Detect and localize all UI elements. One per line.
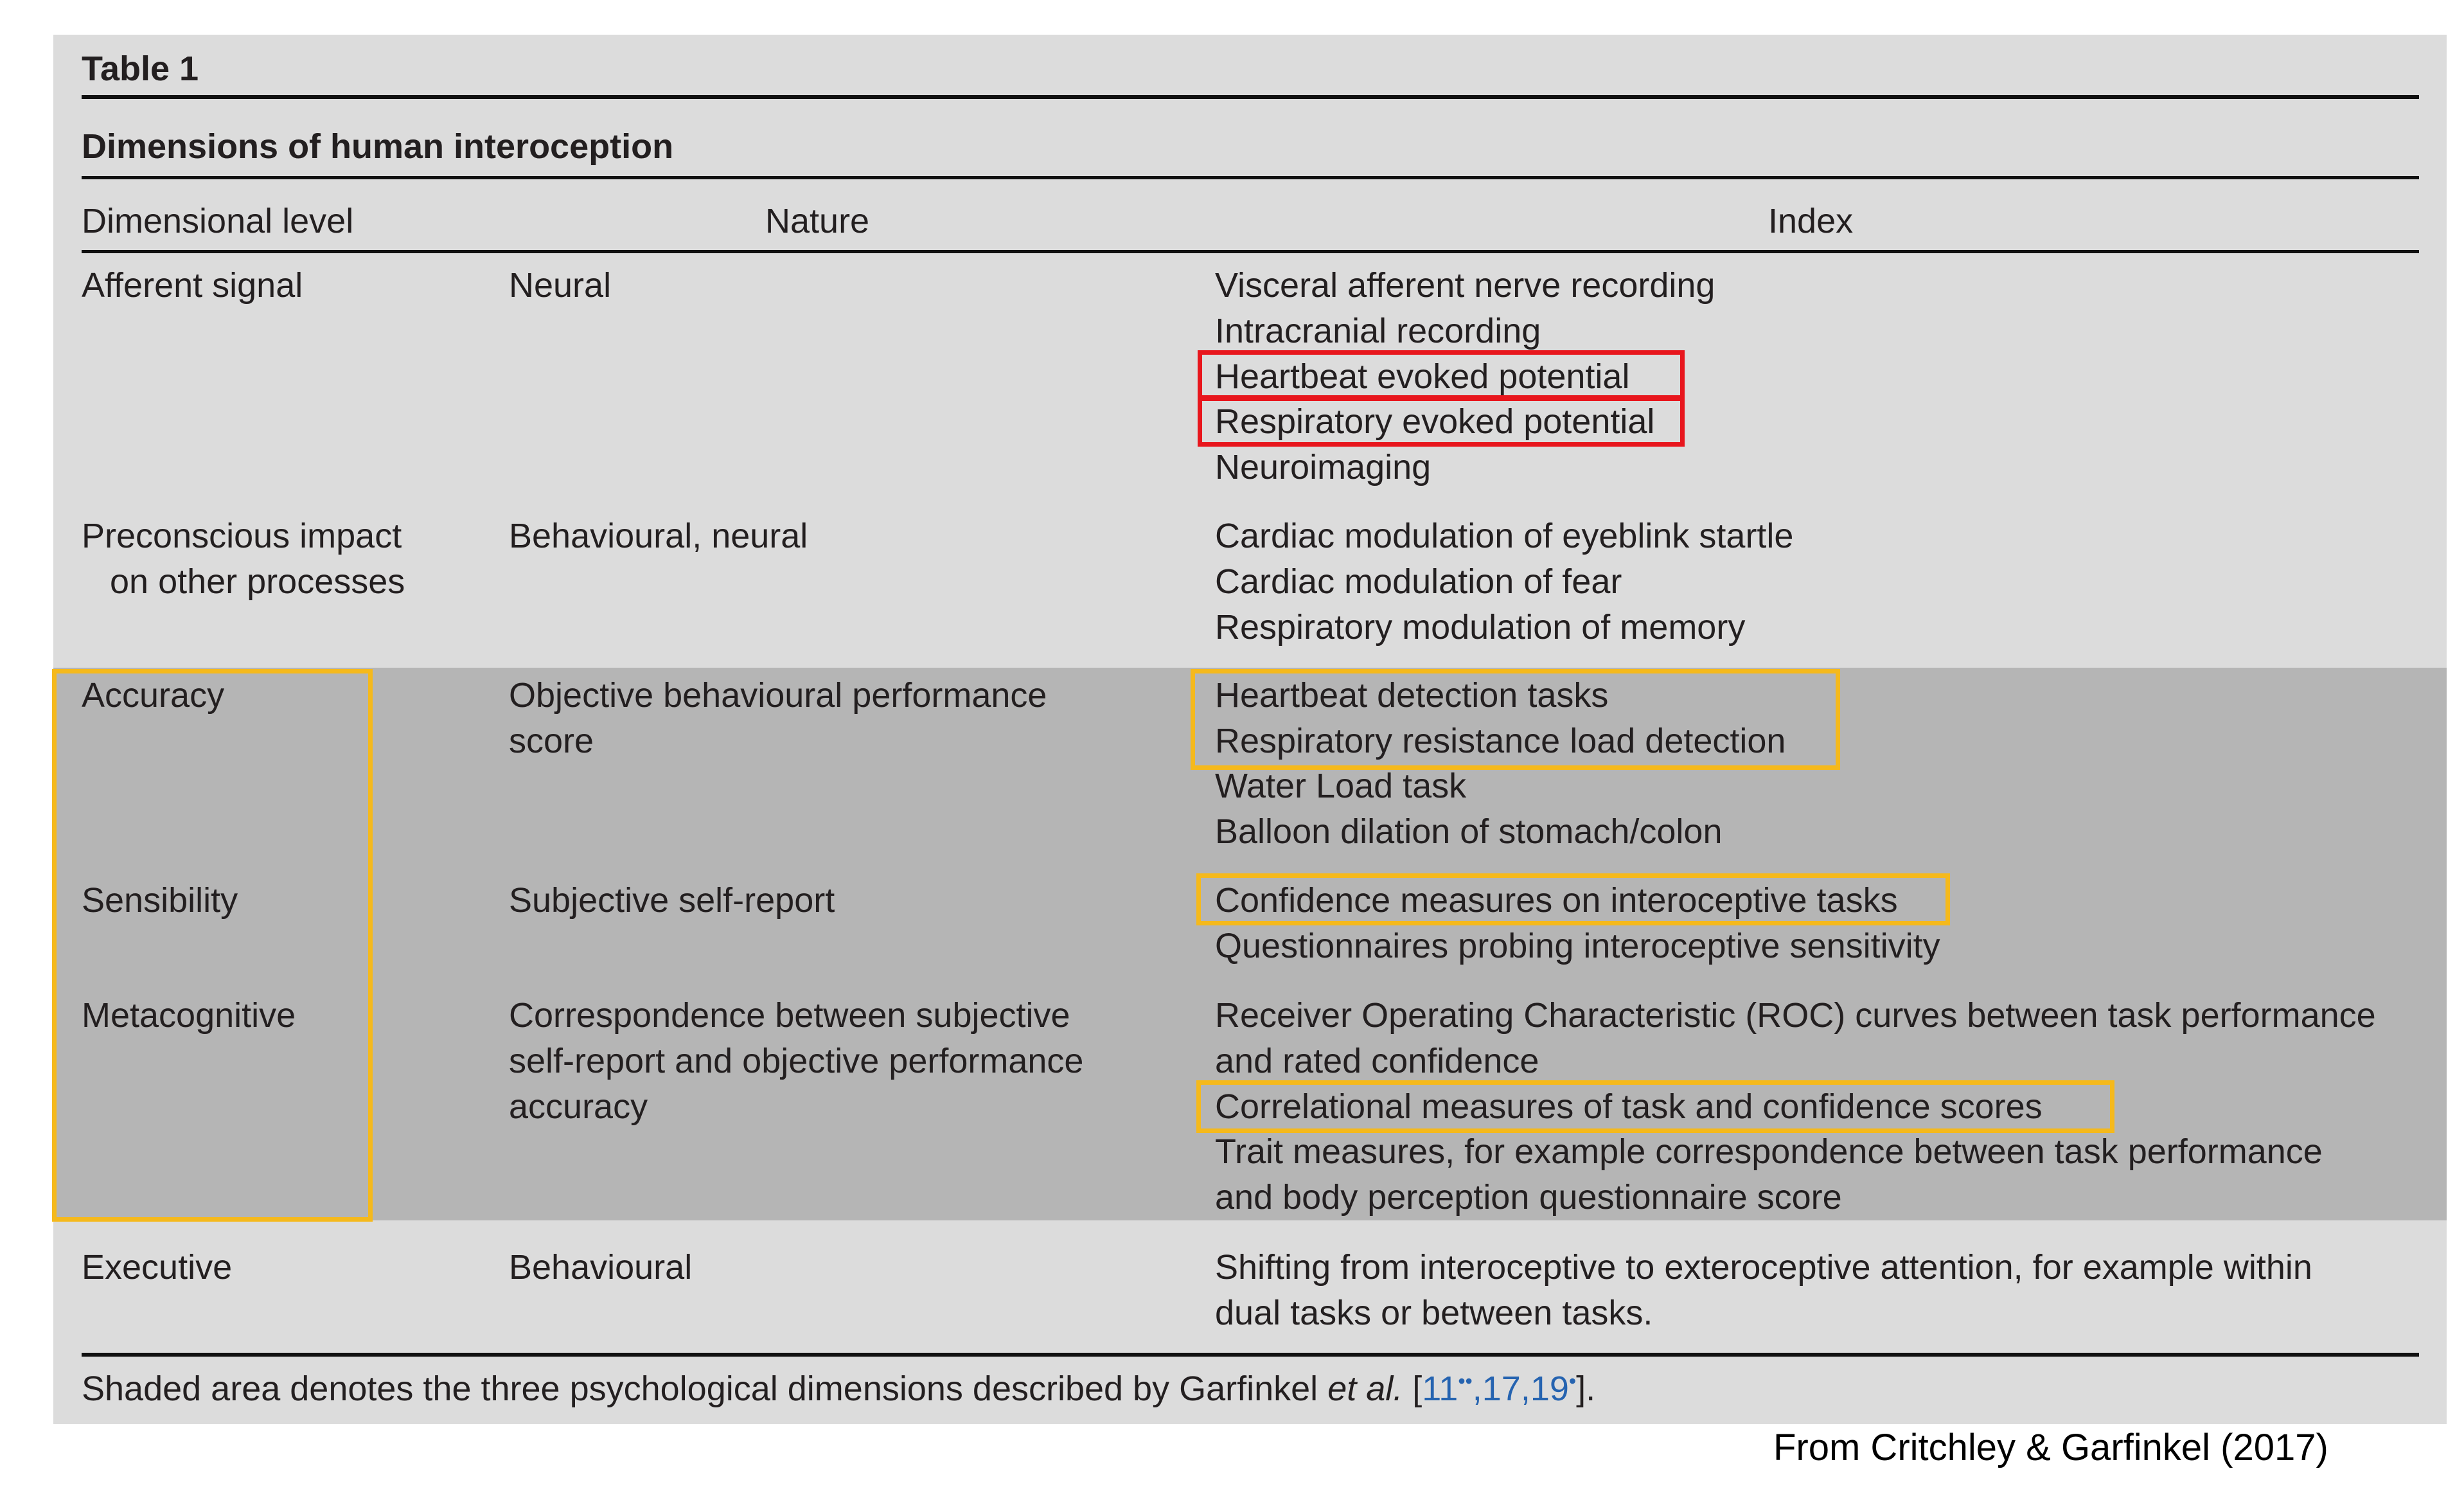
index-item: Heartbeat evoked potential <box>1215 357 1630 396</box>
yellow-highlight-box <box>52 669 373 1222</box>
citation-links-17-19[interactable]: ,17,19• <box>1472 1369 1577 1408</box>
index-item: Cardiac modulation of fear <box>1215 562 1622 601</box>
index-item: Neuroimaging <box>1215 448 1431 486</box>
header-rule <box>82 250 2419 253</box>
row-metacognitive-level: Metacognitive <box>82 996 296 1035</box>
red-highlight-box <box>1198 350 1685 400</box>
index-item: Correlational measures of task and confidence scores <box>1215 1087 2043 1126</box>
citation-link-11[interactable]: 11•• <box>1422 1369 1473 1408</box>
index-item: Balloon dilation of stomach/colon <box>1215 812 1723 851</box>
row-metacognitive-nature-cont: self-report and objective performance <box>509 1042 1084 1080</box>
index-item: Receiver Operating Characteristic (ROC) curves between task performance <box>1215 996 2376 1035</box>
row-sensibility-nature: Subjective self-report <box>509 881 835 920</box>
source-credit: From Critchley & Garfinkel (2017) <box>1773 1427 2328 1468</box>
index-item: Trait measures, for example correspondence between task performance <box>1215 1132 2323 1171</box>
index-item: Questionnaires probing interoceptive sensitivity <box>1215 927 1940 965</box>
footnote-italic: et al. <box>1327 1369 1403 1408</box>
header-index: Index <box>1768 202 1854 240</box>
index-item: Shifting from interoceptive to exteroceptive attention, for example within <box>1215 1248 2312 1287</box>
index-item: Intracranial recording <box>1215 312 1541 350</box>
index-item: and rated confidence <box>1215 1042 1539 1080</box>
row-accuracy-level: Accuracy <box>82 676 225 715</box>
index-item: Confidence measures on interoceptive tasks <box>1215 881 1898 920</box>
index-item: Visceral afferent nerve recording <box>1215 266 1715 305</box>
footnote-close-bracket: ]. <box>1576 1369 1596 1408</box>
footnote-open-bracket: [ <box>1403 1369 1423 1408</box>
row-executive-level: Executive <box>82 1248 233 1287</box>
row-preconscious-nature: Behavioural, neural <box>509 517 808 555</box>
index-item: Cardiac modulation of eyeblink startle <box>1215 517 1794 555</box>
red-highlight-box <box>1198 397 1685 447</box>
index-item: Respiratory evoked potential <box>1215 402 1655 441</box>
index-item: Heartbeat detection tasks <box>1215 676 1609 715</box>
index-item: Respiratory modulation of memory <box>1215 608 1746 646</box>
row-metacognitive-nature: Correspondence between subjective <box>509 996 1070 1035</box>
yellow-highlight-box <box>1196 873 1950 925</box>
yellow-highlight-box <box>1196 1080 2114 1133</box>
index-item: and body perception questionnaire score <box>1215 1178 1842 1217</box>
row-metacognitive-nature-cont: accuracy <box>509 1087 648 1126</box>
top-rule <box>82 95 2419 99</box>
row-accuracy-nature-cont: score <box>509 722 594 760</box>
index-item: dual tasks or between tasks. <box>1215 1294 1653 1332</box>
bottom-rule <box>82 1353 2419 1357</box>
title-rule <box>82 176 2419 179</box>
row-sensibility-level: Sensibility <box>82 881 238 920</box>
row-afferent-nature: Neural <box>509 266 612 305</box>
row-executive-nature: Behavioural <box>509 1248 693 1287</box>
header-nature: Nature <box>765 202 870 240</box>
index-item: Water Load task <box>1215 767 1467 805</box>
table-title: Dimensions of human interoception <box>82 127 674 166</box>
row-afferent-level: Afferent signal <box>82 266 303 305</box>
index-item: Respiratory resistance load detection <box>1215 722 1786 760</box>
row-accuracy-nature: Objective behavioural performance <box>509 676 1047 715</box>
footnote-text: Shaded area denotes the three psychological dimensions described by Garfinkel <box>82 1369 1328 1408</box>
table-label: Table 1 <box>82 49 199 88</box>
yellow-highlight-box <box>1191 669 1840 770</box>
row-preconscious-level-cont: on other processes <box>110 562 405 601</box>
footnote <box>82 1366 1595 1412</box>
row-preconscious-level: Preconscious impact <box>82 517 402 555</box>
header-dimensional-level: Dimensional level <box>82 202 354 240</box>
